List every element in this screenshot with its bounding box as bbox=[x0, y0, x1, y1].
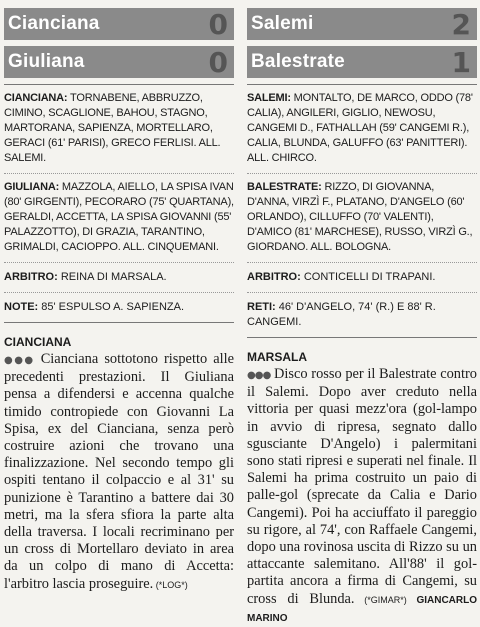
score-row-away bbox=[4, 46, 234, 78]
report-body: ●●● Disco rosso per il Balestrate contro il Salemi. Dopo aver creduto nella vittoria per quasi mezz'ora (gol-lampo in avvio di ripresa, segnato dallo sgusciante D'Angelo) i palermitani sono stati ripresi e superati nel finale. Il Salemi ha prima costruito un paio di palle-gol (sprecate da Calia e Dario Cangemi). Poi ha acciuffato il pareggio su rigore, al 74', con Raffaele Cangemi, dopo una rovinosa uscita di Rizzo su un attaccante salemitano. All'88' il gol-partita ancora a firma di Cangemi, su cross di Blunda. (*GIMAR*) GIANCARLO MARINO bbox=[247, 366, 477, 624]
team-goals: 2 bbox=[451, 7, 471, 41]
bullet-dots-icon: ●●● bbox=[247, 370, 271, 381]
away-lineup: BALESTRATE: RIZZO, DI GIOVANNA, D'ANNA, VIRZÌ F., PLATANO, D'ANGELO (60' ORLANDO), CILLUFFO (70' VALENTI), D'AMICO (81' MARCHESE), RUSSO, VIRZÌ G., GIORDANO. ALL. BOLOGNA. bbox=[247, 181, 473, 253]
notes: NOTE: 85' ESPULSO A. SAPIENZA. bbox=[4, 301, 185, 313]
away-lineup: GIULIANA: MAZZOLA, AIELLO, LA SPISA IVAN (80' GIRGENTI), PECORARO (75' QUARTANA), GERALDI, ACCETTA, LA SPISA GIOVANNI (55' PALAZZOTTO), DI GRAZIA, TARANTINO, GRIMALDI, CACIOPPO. ALL. CINQUEMANI. bbox=[4, 181, 234, 253]
team-goals: 0 bbox=[208, 45, 228, 79]
match-salemi-balestrate bbox=[247, 0, 477, 627]
team-name: Salemi bbox=[251, 13, 314, 34]
team-name: Giuliana bbox=[8, 51, 85, 72]
match-report bbox=[247, 350, 477, 627]
team-goals: 1 bbox=[451, 45, 471, 79]
report-body: ●●● Cianciana sottotono rispetto alle precedenti prestazioni. Il Giuliana pensa a difendersi e accenna qualche timido contropiede con Giovanni La Spisa, ex del Cianciana, senza però costruire azioni che trovano una finalizzazione. Nel secondo tempo gli ospiti tentano il colpaccio e al 31' su punizione è Tarantino a battere dai 30 metri, ma la sfera sfiora la parte alta della traversa. I locali recriminano per un cross di Mortellaro deviato in area da un colpo di mano di Accetta: l'arbitro lascia proseguire. (*LOG*) bbox=[4, 351, 234, 592]
report-signature: (*LOG*) bbox=[153, 579, 188, 590]
match-report bbox=[4, 335, 234, 594]
report-dateline: CIANCIANA bbox=[4, 335, 72, 349]
report-author: GIANCARLO MARINO bbox=[247, 594, 477, 624]
team-name: Cianciana bbox=[8, 13, 100, 34]
goals-list: RETI: 46' D'ANGELO, 74' (R.) E 88' R. CANGEMI. bbox=[247, 301, 436, 328]
bullet-dots-icon: ●●● bbox=[4, 355, 35, 366]
referee: ARBITRO: REINA DI MARSALA. bbox=[4, 271, 167, 283]
team-name: Balestrate bbox=[251, 51, 345, 72]
score-row-home bbox=[247, 8, 477, 40]
team-goals: 0 bbox=[208, 7, 228, 41]
home-lineup: SALEMI: MONTALTO, DE MARCO, ODDO (78' CALIA), ANGILERI, GIGLIO, NEWOSU, CANGEMI D., FATHALLAH (59' CANGEMI R.), CALIA, BLUNDA, GALUFFO (63' PANITTERI). ALL. CHIRCO. bbox=[247, 92, 473, 164]
score-row-home bbox=[4, 8, 234, 40]
match-cianciana-giuliana bbox=[4, 0, 234, 594]
report-dateline: MARSALA bbox=[247, 350, 307, 364]
score-row-away bbox=[247, 46, 477, 78]
home-lineup: CIANCIANA: TORNABENE, ABBRUZZO, CIMINO, SCAGLIONE, BAHOU, STAGNO, MARTORANA, SAPIENZA, MORTELLARO, GERACI (61' PARISI), GRECO FERLISI. ALL. SALEMI. bbox=[4, 92, 221, 164]
referee: ARBITRO: CONTICELLI DI TRAPANI. bbox=[247, 271, 436, 283]
report-signature: (*GIMAR*) bbox=[354, 594, 417, 605]
